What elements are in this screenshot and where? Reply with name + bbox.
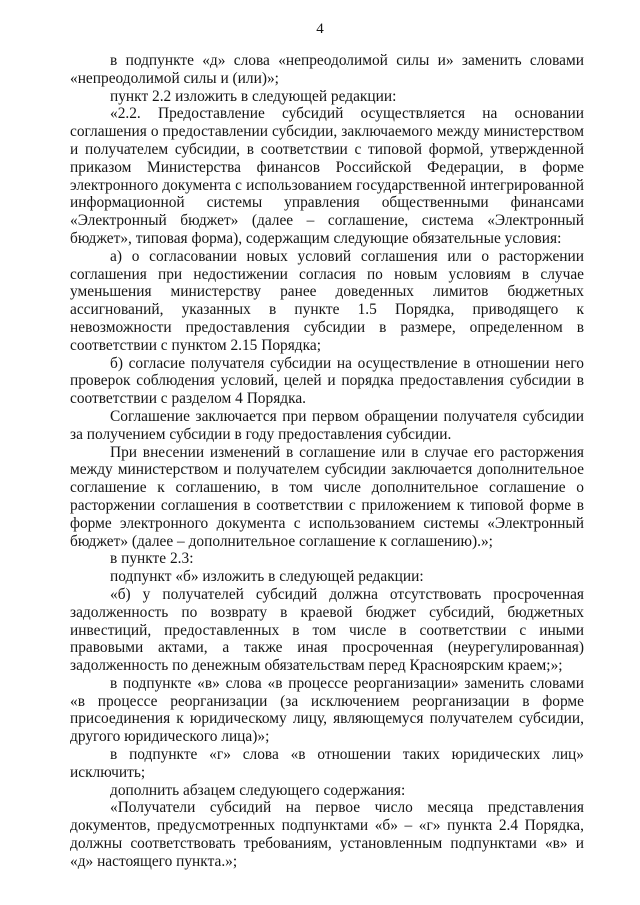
paragraph: а) о согласовании новых условий соглашения или о расторжении соглашения при недостижении согласия по новым условиям в случае уменьшения министерству ранее доведенных лимитов бюджетных ассигнований, указанных в пункте 1.5 Порядка, приводящего к невозможности предоставления субсидии в размере, определенном в соответствии с пунктом 2.15 Порядка; — [70, 247, 584, 354]
paragraph: в подпункте «д» слова «непреодолимой силы и» заменить словами «непреодолимой силы и (или)»; — [70, 52, 584, 87]
paragraph: пункт 2.2 изложить в следующей редакции: — [110, 87, 397, 105]
paragraph: б) согласие получателя субсидии на осуществление в отношении него проверок соблюдения условий, целей и порядка предоставления субсидии в соответствии с разделом 4 Порядка. — [70, 354, 584, 408]
paragraph: в подпункте «г» слова «в отношении таких юридических лиц» исключить; — [70, 746, 584, 781]
paragraph: в пункте 2.3: — [110, 550, 194, 568]
paragraph: подпункт «б» изложить в следующей редакции: — [110, 568, 424, 586]
document-body — [70, 52, 584, 871]
paragraph: в подпункте «в» слова «в процессе реорганизации» заменить словами «в процессе реорганизации (за исключением реорганизации в форме присоединения к юридическому лицу, являющемуся получателем субсидии, другого юридического лица)»; — [70, 674, 584, 746]
paragraph: «б) у получателей субсидий должна отсутствовать просроченная задолженность по возврату в краевой бюджет субсидий, бюджетных инвестиций, предоставленных в том числе в соответствии с иными правовыми актами, а также иная просроченная (неурегулированная) задолженность по денежным обязательствам перед Красноярским краем;»; — [70, 585, 584, 675]
paragraph: Соглашение заключается при первом обращении получателя субсидии за получением субсидии в году предоставления субсидии. — [70, 407, 584, 443]
paragraph: дополнить абзацем следующего содержания: — [110, 781, 406, 799]
paragraph: «Получатели субсидий на первое число месяца представления документов, предусмотренных подпунктами «б» – «г» пункта 2.4 Порядка, должны соответствовать требованиям, установленным подпунктами «в» и «д» настоящего пункта.»; — [70, 799, 584, 870]
paragraph: При внесении изменений в соглашение или в случае его расторжения между министерством и получателем субсидии заключается дополнительное соглашение к соглашению, в том числе дополнительное соглашение о расторжении соглашения в соответствии с приложением к типовой форме в форме электронного документа с использованием системы «Электронный бюджет» (далее – дополнительное соглашение к соглашению).»; — [70, 443, 584, 550]
paragraph: «2.2. Предоставление субсидий осуществляется на основании соглашения о предоставлении субсидии, заключаемого между министерством и получателем субсидии, в соответствии с типовой формой, утвержденной приказом Министерства финансов Российской Федерации, в форме электронного документа с использованием государственной интегрированной информационной системы управления общественными финансами «Электронный бюджет» (далее – соглашение, система «Электронный бюджет», типовая форма), содержащим следующие обязательные условия: — [70, 105, 584, 247]
page-number: 4 — [316, 21, 324, 37]
